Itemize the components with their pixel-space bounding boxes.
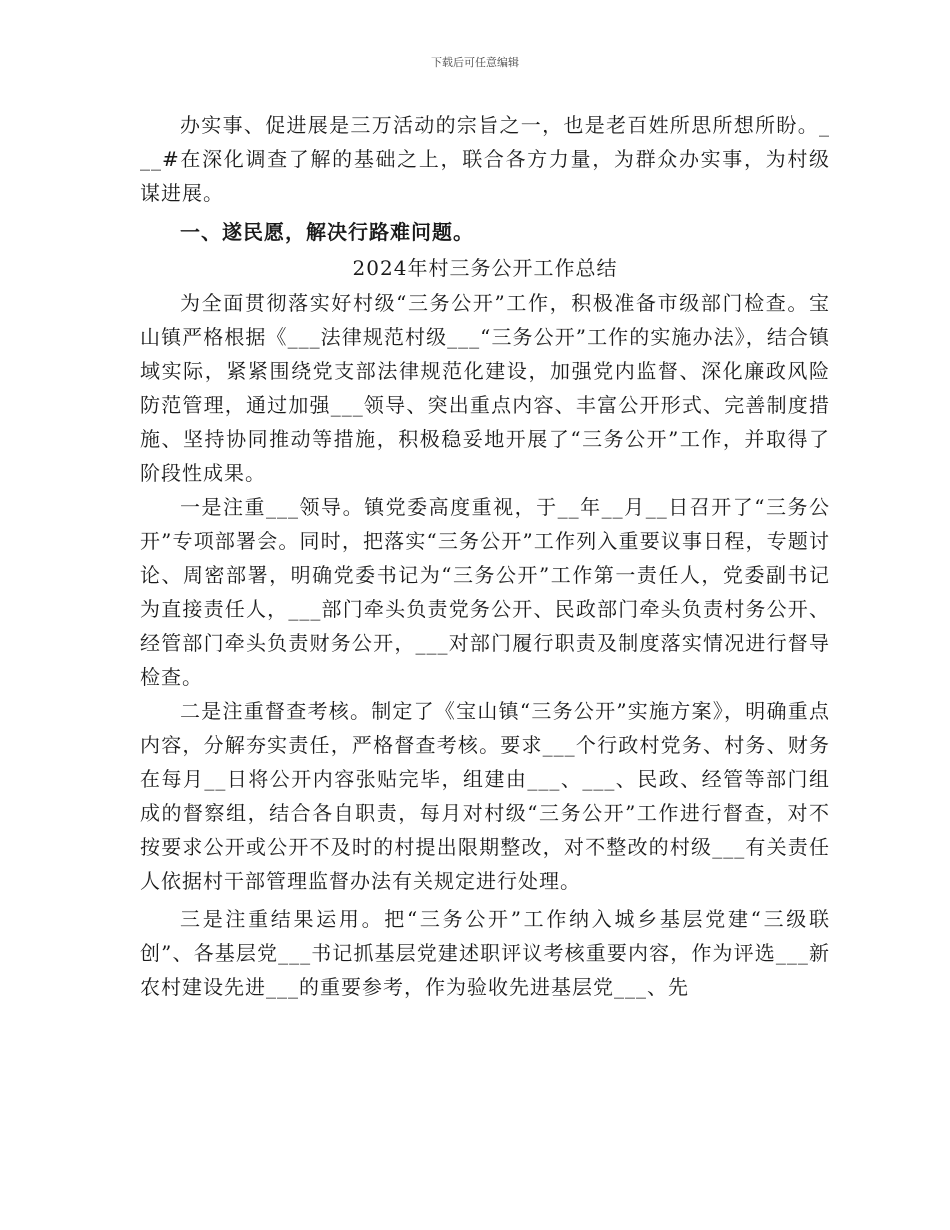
body-paragraph-1: 为全面贯彻落实好村级“三务公开”工作，积极准备市级部门检查。宝山镇严格根据《___法律规范村级___“三务公开”工作的实施办法》，结合镇域实际，紧紧围绕党支部法律规范化建设，加强党内监督、深化廉政风险防范管理，通过加强___领导、突出重点内容、丰富公开形式、完善制度措施、坚持协同推动等措施，积极稳妥地开展了“三务公开”工作，并取得了阶段性成果。 (140, 291, 830, 485)
document-body (140, 108, 830, 1004)
intro-paragraph: 办实事、促进展是三万活动的宗旨之一，也是老百姓所思所想所盼。___#在深化调查了解的基础之上，联合各方力量，为群众办实事，为村级谋进展。 (140, 113, 830, 205)
body-paragraph-4: 三是注重结果运用。把“三务公开”工作纳入城乡基层党建“三级联创”、各基层党___书记抓基层党建述职评议考核重要内容，作为评选___新农村建设先进___的重要参考，作为验收先进基层党___、先 (140, 907, 830, 999)
header-note: 下载后可任意编辑 (431, 56, 519, 69)
section-heading: 一、遂民愿，解决行路难问题。 (180, 220, 474, 244)
body-paragraph-2: 一是注重___领导。镇党委高度重视，于__年__月__日召开了“三务公开”专项部署会。同时，把落实“三务公开”工作列入重要议事日程，专题讨论、周密部署，明确党委书记为“三务公开”工作第一责任人，党委副书记为直接责任人，___部门牵头负责党务公开、民政部门牵头负责村务公开、经管部门牵头负责财务公开，___对部门履行职责及制度落实情况进行督导检查。 (140, 495, 830, 689)
body-paragraph-3: 二是注重督查考核。制定了《宝山镇“三务公开”实施方案》，明确重点内容，分解夯实责任，严格督查考核。要求___个行政村党务、村务、财务在每月__日将公开内容张贴完毕，组建由___、___、民政、经管等部门组成的督察组，结合各自职责，每月对村级“三务公开”工作进行督查，对不按要求公开或公开不及时的村提出限期整改，对不整改的村级___有关责任人依据村干部管理监督办法有关规定进行处理。 (140, 699, 830, 893)
document-title: 2024年村三务公开工作总结 (352, 256, 618, 280)
